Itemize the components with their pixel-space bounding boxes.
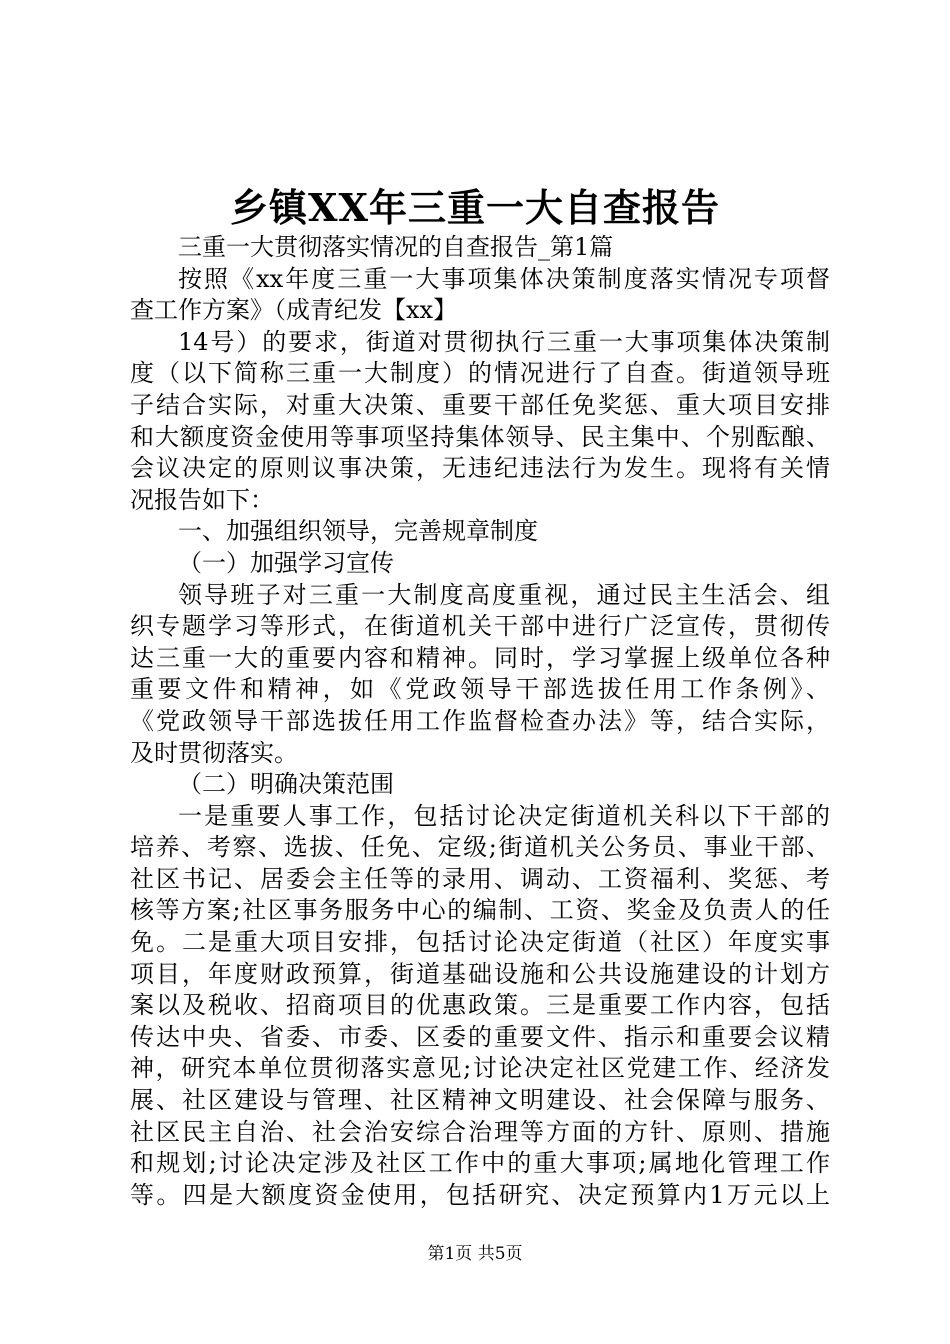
body-line: 子结合实际，对重大决策、重要干部任免奖惩、重大项目安排	[130, 390, 830, 419]
body-line: 核等方案;社区事务服务中心的编制、工资、奖金及负责人的任	[130, 896, 830, 925]
body-line: 度（以下简称三重一大制度）的情况进行了自查。街道领导班	[130, 359, 830, 388]
body-line: 领导班子对三重一大制度高度重视，通过民主生活会、组	[178, 580, 830, 609]
body-line: 神，研究本单位贯彻落实意见;讨论决定社区党建工作、经济发	[130, 1054, 830, 1083]
body-line: 织专题学习等形式，在街道机关干部中进行广泛宣传，贯彻传	[130, 612, 830, 641]
page-number-footer: 第1页 共5页	[427, 1244, 523, 1264]
body-line: 及时贯彻落实。	[130, 738, 298, 767]
body-line: 培养、考察、选拔、任免、定级;街道机关公务员、事业干部、	[130, 833, 830, 862]
body-line: 会议决定的原则议事决策，无违纪违法行为发生。现将有关情	[130, 454, 830, 483]
body-line: 按照《xx年度三重一大事项集体决策制度落实情况专项督	[178, 264, 830, 293]
body-line: 社区民主自治、社会治安综合治理等方面的方针、原则、措施	[130, 1117, 830, 1146]
body-line: 查工作方案》（成青纪发【xx】	[130, 296, 458, 325]
subsection-heading: （二）明确决策范围	[178, 770, 394, 799]
section-heading: 一、加强组织领导，完善规章制度	[178, 517, 538, 546]
body-line: 展、社区建设与管理、社区精神文明建设、社会保障与服务、	[130, 1086, 830, 1115]
body-line: 项目，年度财政预算，街道基础设施和公共设施建设的计划方	[130, 959, 830, 988]
document-body	[130, 232, 830, 1211]
body-line: 重要文件和精神，如《党政领导干部选拔任用工作条例》、	[130, 675, 830, 704]
body-line: 等。四是大额度资金使用，包括研究、决定预算内1万元以上	[130, 1180, 830, 1209]
body-line: 一是重要人事工作，包括讨论决定街道机关科以下干部的	[178, 801, 830, 830]
subsection-heading: （一）加强学习宣传	[178, 548, 394, 577]
body-line: 和规划;讨论决定涉及社区工作中的重大事项;属地化管理工作	[130, 1149, 830, 1178]
body-line: 和大额度资金使用等事项坚持集体领导、民主集中、个别酝酿、	[130, 422, 830, 451]
body-line: 传达中央、省委、市委、区委的重要文件、指示和重要会议精	[130, 1022, 830, 1051]
body-line: 达三重一大的重要内容和精神。同时，学习掌握上级单位各种	[130, 643, 830, 672]
body-line: 案以及税收、招商项目的优惠政策。三是重要工作内容，包括	[130, 991, 830, 1020]
body-line: 《党政领导干部选拔任用工作监督检查办法》等，结合实际，	[130, 706, 830, 735]
body-line: 况报告如下：	[130, 485, 274, 514]
body-line: 免。二是重大项目安排，包括讨论决定街道（社区）年度实事	[130, 928, 830, 957]
body-line: 社区书记、居委会主任等的录用、调动、工资福利、奖惩、考	[130, 864, 830, 893]
body-line: 三重一大贯彻落实情况的自查报告_第1篇	[178, 233, 614, 261]
document-title: 乡镇XX年三重一大自查报告	[230, 185, 720, 230]
body-line: 14号）的要求，街道对贯彻执行三重一大事项集体决策制	[178, 327, 830, 356]
